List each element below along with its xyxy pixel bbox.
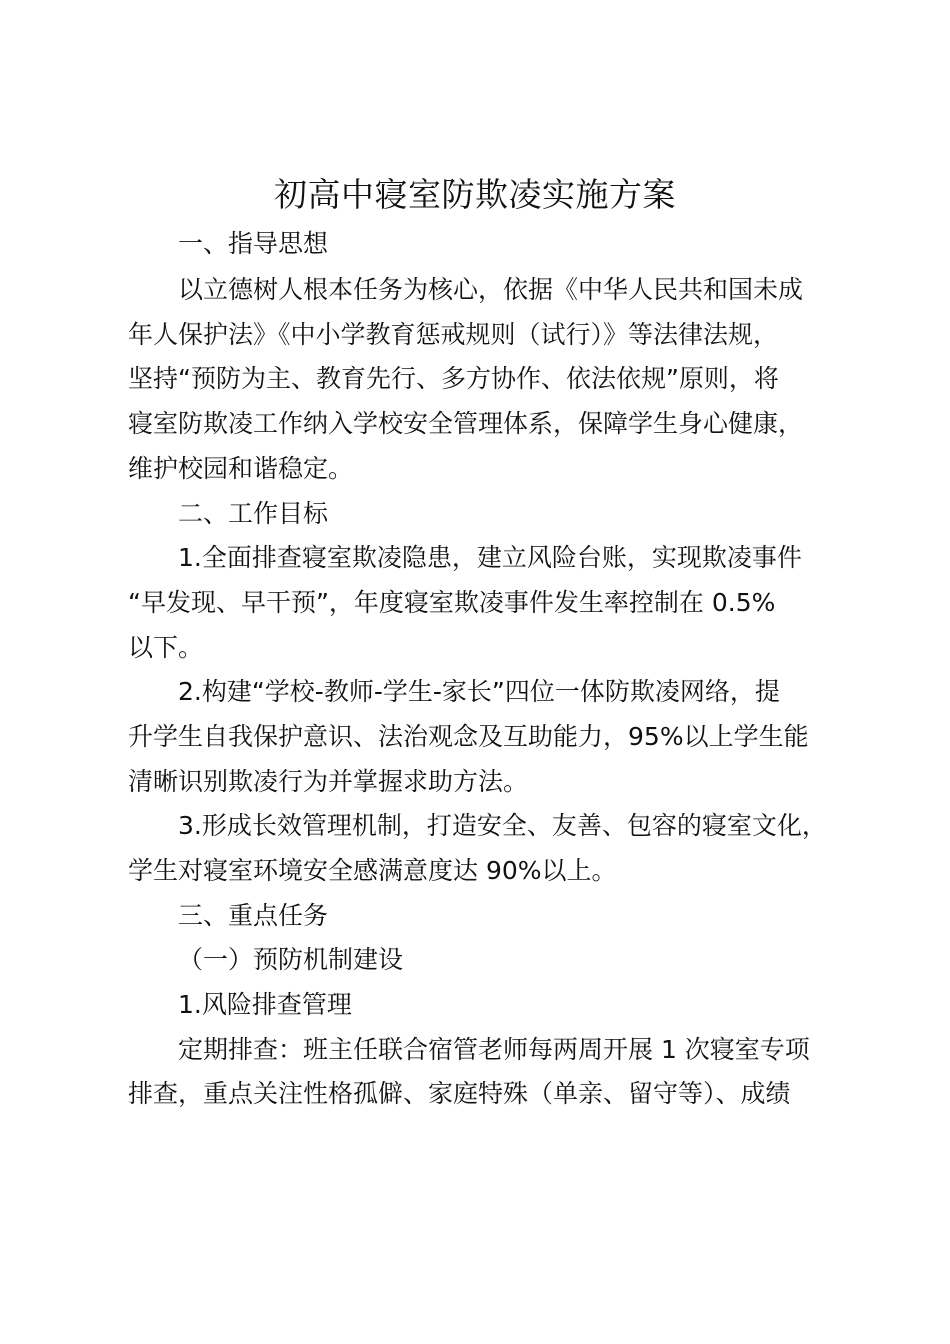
- paragraph-line: 以下。: [128, 633, 204, 662]
- section-heading: 一、指导思想: [178, 229, 329, 258]
- paragraph-line: 年人保护法》《中小学教育惩戒规则（试行）》等法律法规，: [128, 320, 779, 349]
- paragraph-line: 清晰识别欺凌行为并掌握求助方法。: [128, 767, 529, 796]
- paragraph-line: “早发现、早干预”，年度寝室欺凌事件发生率控制在 0.5%: [128, 588, 776, 617]
- paragraph-line: 2.构建“学校-教师-学生-家长”四位一体防欺凌网络，提: [178, 677, 780, 706]
- paragraph-line: 定期排查：班主任联合宿管老师每两周开展 1 次寝室专项: [178, 1035, 810, 1064]
- paragraph-line: 学生对寝室环境安全感满意度达 90%以上。: [128, 856, 617, 885]
- section-heading: 二、工作目标: [178, 499, 329, 528]
- subsection-heading: （一）预防机制建设: [178, 945, 404, 974]
- paragraph-line: 维护校园和谐稳定。: [128, 454, 354, 483]
- paragraph-line: 以立德树人根本任务为核心，依据《中华人民共和国未成: [178, 275, 804, 304]
- item-heading: 1.风险排查管理: [178, 990, 352, 1019]
- paragraph-line: 3.形成长效管理机制，打造安全、友善、包容的寝室文化，: [178, 811, 827, 840]
- paragraph-line: 寝室防欺凌工作纳入学校安全管理体系，保障学生身心健康，: [128, 409, 804, 438]
- section-heading: 三、重点任务: [178, 901, 329, 930]
- paragraph-line: 坚持“预防为主、教育先行、多方协作、依法依规”原则，将: [128, 364, 779, 393]
- paragraph-line: 排查，重点关注性格孤僻、家庭特殊（单亲、留守等）、成绩: [128, 1079, 791, 1108]
- document-title: 初高中寝室防欺凌实施方案: [274, 175, 676, 214]
- paragraph-line: 升学生自我保护意识、法治观念及互助能力，95%以上学生能: [128, 722, 809, 751]
- paragraph-line: 1.全面排查寝室欺凌隐患，建立风险台账，实现欺凌事件: [178, 543, 802, 572]
